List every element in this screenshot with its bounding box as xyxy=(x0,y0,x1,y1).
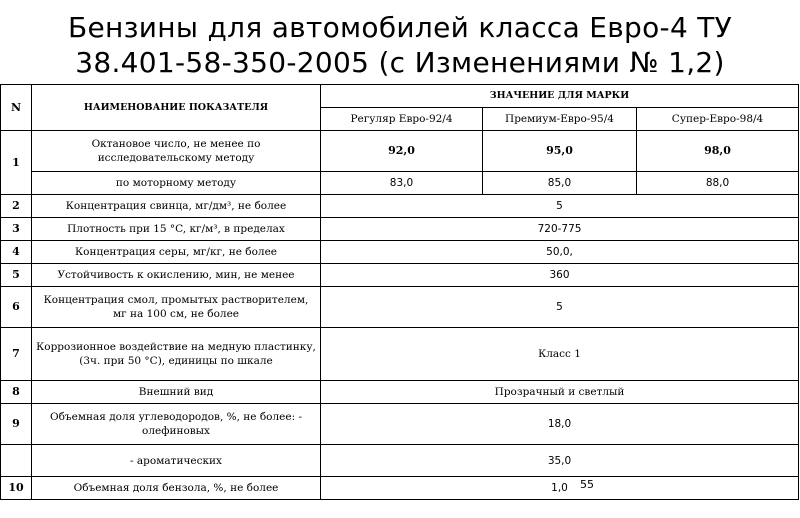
value-regular: 92,0 xyxy=(321,131,483,172)
table-row xyxy=(1,381,799,404)
row-value: Класс 1 xyxy=(321,328,799,381)
header-name: НАИМЕНОВАНИЕ ПОКАЗАТЕЛЯ xyxy=(32,85,321,131)
row-value: 18,0 xyxy=(321,404,799,445)
row-number: 9 xyxy=(1,404,32,445)
row-value: 1,0 xyxy=(321,477,799,500)
row-name: Концентрация свинца, мг/дм³, не более xyxy=(32,195,321,218)
row-value: Прозрачный и светлый xyxy=(321,381,799,404)
row-number: 1 xyxy=(1,131,32,195)
row-name: Октановое число, не менее по исследовательскому методу xyxy=(32,131,321,172)
row-number: 4 xyxy=(1,241,32,264)
page-number: 55 xyxy=(580,478,594,491)
row-number: 5 xyxy=(1,264,32,287)
row-value: 35,0 xyxy=(321,445,799,477)
gasoline-spec-table xyxy=(0,84,799,500)
row-name: Внешний вид xyxy=(32,381,321,404)
grade-super: Супер-Евро-98/4 xyxy=(637,108,799,131)
header-value-group: ЗНАЧЕНИЕ ДЛЯ МАРКИ xyxy=(321,85,799,108)
value-premium: 85,0 xyxy=(483,172,637,195)
value-super: 98,0 xyxy=(637,131,799,172)
table-row xyxy=(1,218,799,241)
row-name: Объемная доля углеводородов, %, не более: - олефиновых xyxy=(32,404,321,445)
value-premium: 95,0 xyxy=(483,131,637,172)
row-name: по моторному методу xyxy=(32,172,321,195)
table-row xyxy=(1,328,799,381)
row-number: 3 xyxy=(1,218,32,241)
row-name: Плотность при 15 °C, кг/м³, в пределах xyxy=(32,218,321,241)
row-value: 720-775 xyxy=(321,218,799,241)
table-row xyxy=(1,195,799,218)
row-name: Концентрация серы, мг/кг, не более xyxy=(32,241,321,264)
grade-regular: Регуляр Евро-92/4 xyxy=(321,108,483,131)
slide-title xyxy=(0,10,800,80)
table-row xyxy=(1,445,799,477)
row-value: 5 xyxy=(321,195,799,218)
header-n: N xyxy=(1,85,32,131)
table-row xyxy=(1,477,799,500)
row-value: 5 xyxy=(321,287,799,328)
row-name: Объемная доля бензола, %, не более xyxy=(32,477,321,500)
table-row xyxy=(1,131,799,172)
row-name: - ароматических xyxy=(32,445,321,477)
grade-premium: Премиум-Евро-95/4 xyxy=(483,108,637,131)
value-super: 88,0 xyxy=(637,172,799,195)
row-number: 7 xyxy=(1,328,32,381)
table-row xyxy=(1,241,799,264)
table-row xyxy=(1,287,799,328)
value-regular: 83,0 xyxy=(321,172,483,195)
row-name: Коррозионное воздействие на медную пластинку, (3ч. при 50 °C), единицы по шкале xyxy=(32,328,321,381)
row-number xyxy=(1,445,32,477)
row-number: 10 xyxy=(1,477,32,500)
row-number: 8 xyxy=(1,381,32,404)
row-name: Устойчивость к окислению, мин, не менее xyxy=(32,264,321,287)
title-line-2: 38.401-58-350-2005 (с Изменениями № 1,2) xyxy=(75,46,725,79)
row-number: 6 xyxy=(1,287,32,328)
table-row xyxy=(1,172,799,195)
row-value: 50,0, xyxy=(321,241,799,264)
row-number: 2 xyxy=(1,195,32,218)
row-value: 360 xyxy=(321,264,799,287)
table-row xyxy=(1,404,799,445)
table-row xyxy=(1,264,799,287)
header-row xyxy=(1,85,799,108)
title-line-1: Бензины для автомобилей класса Евро-4 ТУ xyxy=(67,11,733,44)
row-name: Концентрация смол, промытых растворителем, мг на 100 см, не более xyxy=(32,287,321,328)
